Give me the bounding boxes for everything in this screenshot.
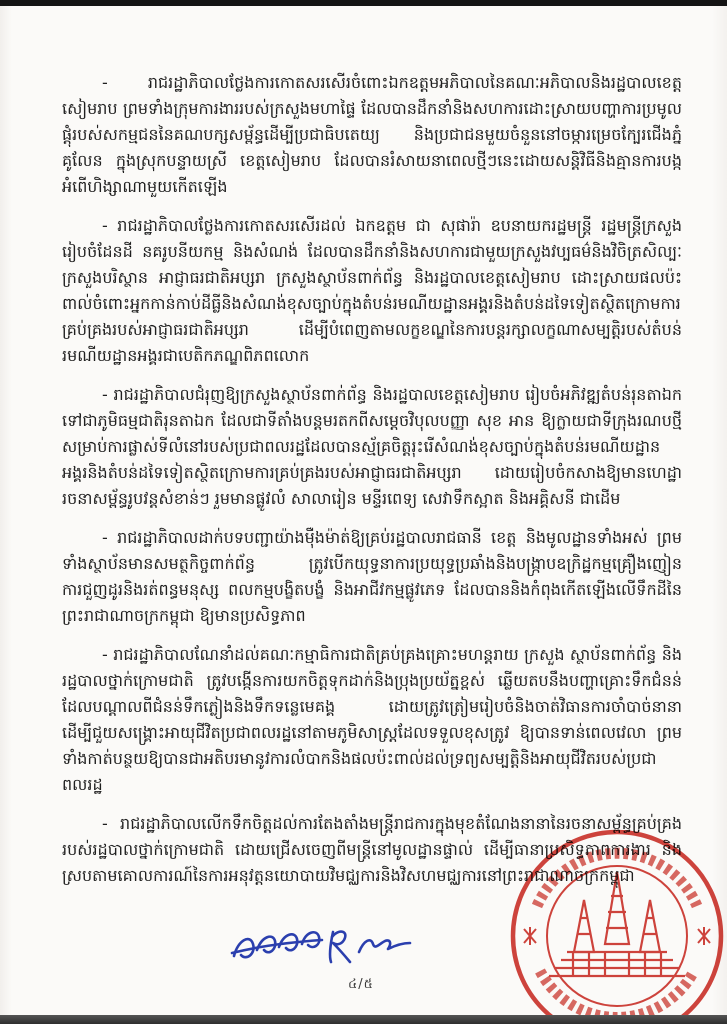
angkor-wat-seal-icon <box>513 832 721 1024</box>
signature <box>226 916 418 988</box>
paragraph-crime-crackdown-order: - រាជរដ្ឋាភិបាលដាក់បទបញ្ជាយ៉ាងម៉ឺងម៉ាត់ឱ្យគ្រប់រដ្ឋបាលរាជធានី ខេត្ត និងមូលដ្ឋានទាំងអស់ ព្រមទាំងស្ថាប័នមានសមត្ថកិច្ចពាក់ព័ន្ធ ត្រូវបើកយុទ្ធនាការប្រយុទ្ធប្រឆាំងនិងបង្ក្រាបឧក្រិដ្ឋកម្មគ្រឿងញៀន ការជួញដូរនិងរត់ពន្ធមនុស្ស ពលកម្មបង្ខិតបង្ខំ និងអាជីវកម្មផ្លូវភេទ ដែលបាននិងកំពុងកើតឡើងលើទឹកដីនៃព្រះរាជាណាចក្រកម្ពុជា ឱ្យមានប្រសិទ្ធភាព <box>62 528 682 625</box>
seal-star-right <box>698 927 710 945</box>
angkor-wat-icon <box>549 872 685 976</box>
scan-edge-bottom <box>0 1015 727 1024</box>
paragraph-disaster-management: - រាជរដ្ឋាភិបាលណែនាំដល់គណៈកម្មាធិការជាតិគ្រប់គ្រងគ្រោះមហន្តរាយ ក្រសួង ស្ថាប័នពាក់ព័ន្ធ និងរដ្ឋបាលថ្នាក់ក្រោមជាតិ ត្រូវបង្កើនការយកចិត្តទុកដាក់និងប្រុងប្រយ័ត្នខ្ពស់ ឆ្លើយតបនឹងបញ្ហាគ្រោះទឹកជំនន់ដែលបណ្តាលពីជំនន់ទឹកភ្លៀងនិងទឹកទន្លេមេគង្គ ដោយត្រូវត្រៀមរៀបចំនិងចាត់វិធានការចាំបាច់នានាដើម្បីជួយសង្គ្រោះអាយុជីវិតប្រជាពលរដ្ឋនៅតាមភូមិសាស្ត្រដែលទទួលខុសត្រូវ ឱ្យបានទាន់ពេលវេលា ព្រមទាំងកាត់បន្ថយឱ្យបានជាអតិបរមានូវការលំបាកនិងផលប៉ះពាល់ដល់ទ្រព្យសម្បត្តិនិងអាយុជីវិតរបស់ប្រជាពលរដ្ឋ <box>62 645 682 794</box>
seal-rim-text-bottom <box>540 971 694 1018</box>
seal-rim-text-top <box>537 853 697 906</box>
paragraph-run-ta-ek-development: - រាជរដ្ឋាភិបាលជំរុញឱ្យក្រសួងស្ថាប័នពាក់ព័ន្ធ និងរដ្ឋបាលខេត្តសៀមរាប រៀបចំអភិវឌ្ឍតំបន់រុនតាឯក ទៅជាភូមិធម្មជាតិរុនតាឯក ដែលជាទីតាំងបន្តមរតកពីសម្តេចវិបុលបញ្ញា សុខ អាន ឱ្យក្លាយជាទីក្រុងរណបថ្មីសម្រាប់ការផ្លាស់ទីលំនៅរបស់ប្រជាពលរដ្ឋដែលបានស្ម័គ្រចិត្តរុះរើសំណង់ខុសច្បាប់ក្នុងតំបន់រមណីយដ្ឋានអង្គរនិងតំបន់ដទៃទៀតស្ថិតក្រោមការគ្រប់គ្រងរបស់អាជ្ញាធរជាតិអប្សរា ដោយរៀបចំកសាងឱ្យមានហេដ្ឋារចនាសម្ព័ន្ធរូបវន្តសំខាន់ៗ រួមមានផ្លូវលំ សាលារៀន មន្ទីរពេទ្យ សេវាទឹកស្អាត និងអគ្គិសនី ជាដើម <box>62 385 682 508</box>
paragraph-official-appointments: - រាជរដ្ឋាភិបាលលើកទឹកចិត្តដល់ការតែងតាំងមន្ត្រីរាជការក្នុងមុខតំណែងនានានៃរចនាសម្ព័ន្ធគ្រប់គ្រងរបស់រដ្ឋបាលថ្នាក់ក្រោមជាតិ ដោយជ្រើសចេញពីមន្ត្រីនៅមូលដ្ឋានផ្ទាល់ ដើម្បីធានាប្រសិទ្ធភាពការងារ និងស្របតាមគោលការណ៍នៃការអនុវត្តនយោបាយវិមជ្ឈការនិងវិសហមជ្ឈការនៅព្រះរាជាណាចក្រកម្ពុជា <box>62 814 682 885</box>
page-number: ៤/៥ <box>348 977 374 992</box>
paragraph-commend-deputy-pm: - រាជរដ្ឋាភិបាលថ្លែងការកោតសរសើរដល់ ឯកឧត្តម ជា សុផារ៉ា ឧបនាយករដ្ឋមន្ត្រី រដ្ឋមន្ត្រីក្រសួងរៀបចំដែនដី នគរូបនីយកម្ម និងសំណង់ ដែលបានដឹកនាំនិងសហការជាមួយក្រសួងវប្បធម៌និងវិចិត្រសិល្បៈ ក្រសួងបរិស្ថាន អាជ្ញាធរជាតិអប្សរា ក្រសួងស្ថាប័នពាក់ព័ន្ធ និងរដ្ឋបាលខេត្តសៀមរាប ដោះស្រាយផលប៉ះពាល់ចំពោះអ្នកកាន់កាប់ដីធ្លីនិងសំណង់ខុសច្បាប់ក្នុងតំបន់រមណីយដ្ឋានអង្គរនិងតំបន់ដទៃទៀតស្ថិតក្រោមការគ្រប់គ្រងរបស់អាជ្ញាធរជាតិអប្សរា ដើម្បីបំពេញតាមលក្ខខណ្ឌនៃការបន្តរក្សាលក្ខណាសម្បត្តិរបស់តំបន់រមណីយដ្ឋានអង្គរជាបេតិកភណ្ឌពិភពលោក <box>62 216 682 365</box>
document-body <box>62 70 682 902</box>
scan-edge-top <box>0 0 727 6</box>
official-stamp <box>507 826 727 1024</box>
seal-star-left <box>524 927 536 945</box>
paragraph-commend-siem-reap: - រាជរដ្ឋាភិបាលថ្លែងការកោតសរសើរចំពោះឯកឧត្តមអភិបាលនៃគណៈអភិបាលនិងរដ្ឋបាលខេត្តសៀមរាប ព្រមទាំងក្រុមការងាររបស់ក្រសួងមហាផ្ទៃ ដែលបានដឹកនាំនិងសហការដោះស្រាយបញ្ហាការប្រមូលផ្តុំរបស់សកម្មជននៃគណបក្សសម្ព័ន្ធដើម្បីប្រជាធិបតេយ្យ និងប្រជាជនមួយចំនួននៅចម្ការម្រេចក្បែរជើងភ្នំគូលែន ក្នុងស្រុកបន្ទាយស្រី ខេត្តសៀមរាប ដែលបានរំសាយនាពេលថ្មីៗនេះដោយសន្តិវិធីនិងគ្មានការបង្កអំពើហិង្សាណាមួយកើតឡើង <box>62 73 682 196</box>
